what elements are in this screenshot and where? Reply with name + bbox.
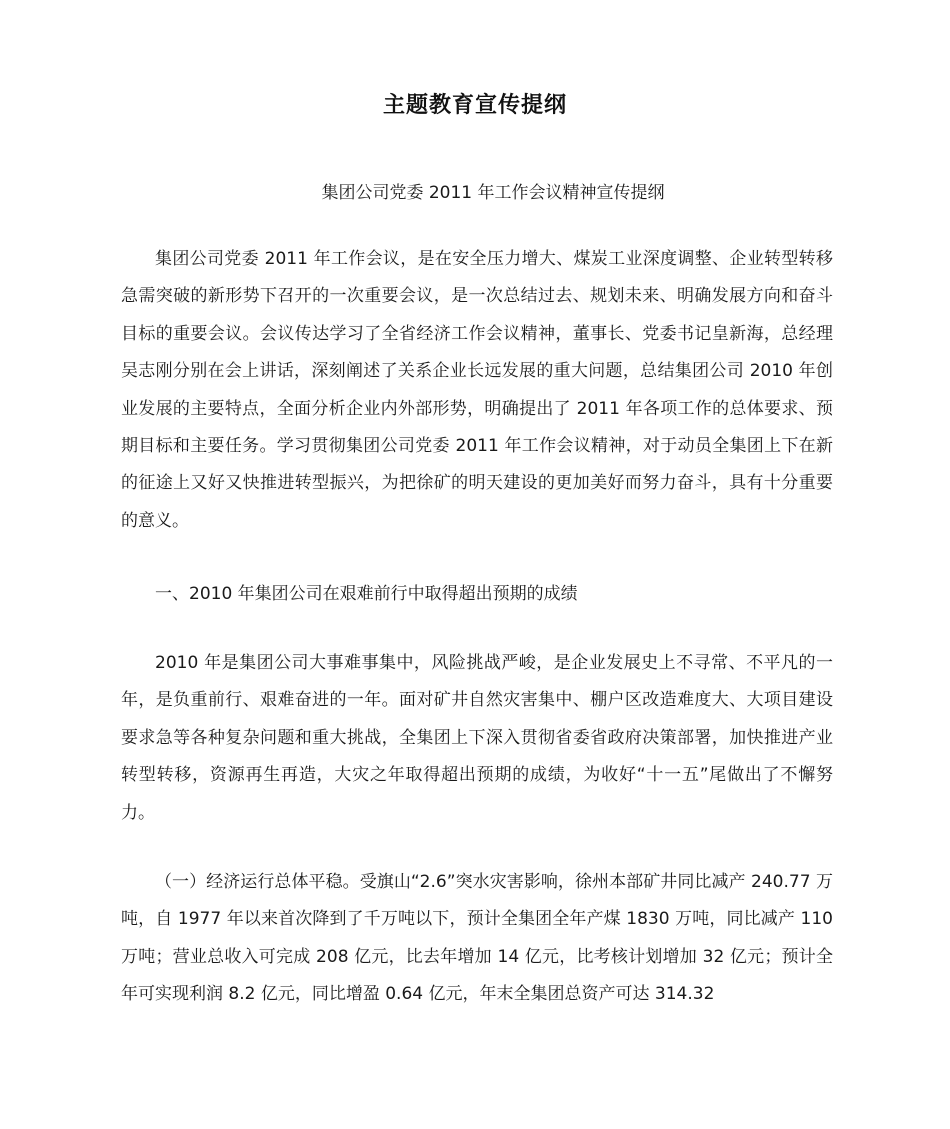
section-paragraph: 2010 年是集团公司大事难事集中，风险挑战严峻，是企业发展史上不寻常、不平凡的一年，是负重前行、艰难奋进的一年。面对矿井自然灾害集中、棚户区改造难度大、大项目建设要求急等各种复杂问题和重大挑战，全集团上下深入贯彻省委省政府决策部署，加快推进产业转型转移，资源再生再造，大灾之年取得超出预期的成绩，为收好“十一五”尾做出了不懈努力。 <box>121 653 833 823</box>
subsection-paragraph: （一）经济运行总体平稳。受旗山“2.6”突水灾害影响，徐州本部矿井同比减产 240.77 万吨，自 1977 年以来首次降到了千万吨以下，预计全集团全年产煤 1830 万吨，同比减产 110 万吨；营业总收入可完成 208 亿元，比去年增加 14 亿元，比考核计划增加 32 亿元；预计全年可实现利润 8.2 亿元，同比增盈 0.64 亿元，年末全集团总资产可达 314.32 <box>121 872 833 1005</box>
intro-paragraph: 集团公司党委 2011 年工作会议，是在安全压力增大、煤炭工业深度调整、企业转型转移急需突破的新形势下召开的一次重要会议，是一次总结过去、规划未来、明确发展方向和奋斗目标的重要会议。会议传达学习了全省经济工作会议精神，董事长、党委书记皇新海，总经理吴志刚分别在会上讲话，深刻阐述了关系企业长远发展的重大问题，总结集团公司 2010 年创业发展的主要特点，全面分析企业内外部形势，明确提出了 2011 年各项工作的总体要求、预期目标和主要任务。学习贯彻集团公司党委 2011 年工作会议精神，对于动员全集团上下在新的征途上又好又快推进转型振兴，为把徐矿的明天建设的更加美好而努力奋斗，具有十分重要的意义。 <box>121 249 833 531</box>
document-title: 主题教育宣传提纲 <box>382 93 567 118</box>
document-subtitle: 集团公司党委 2011 年工作会议精神宣传提纲 <box>321 183 665 203</box>
section-heading: 一、2010 年集团公司在艰难前行中取得超出预期的成绩 <box>155 584 578 604</box>
